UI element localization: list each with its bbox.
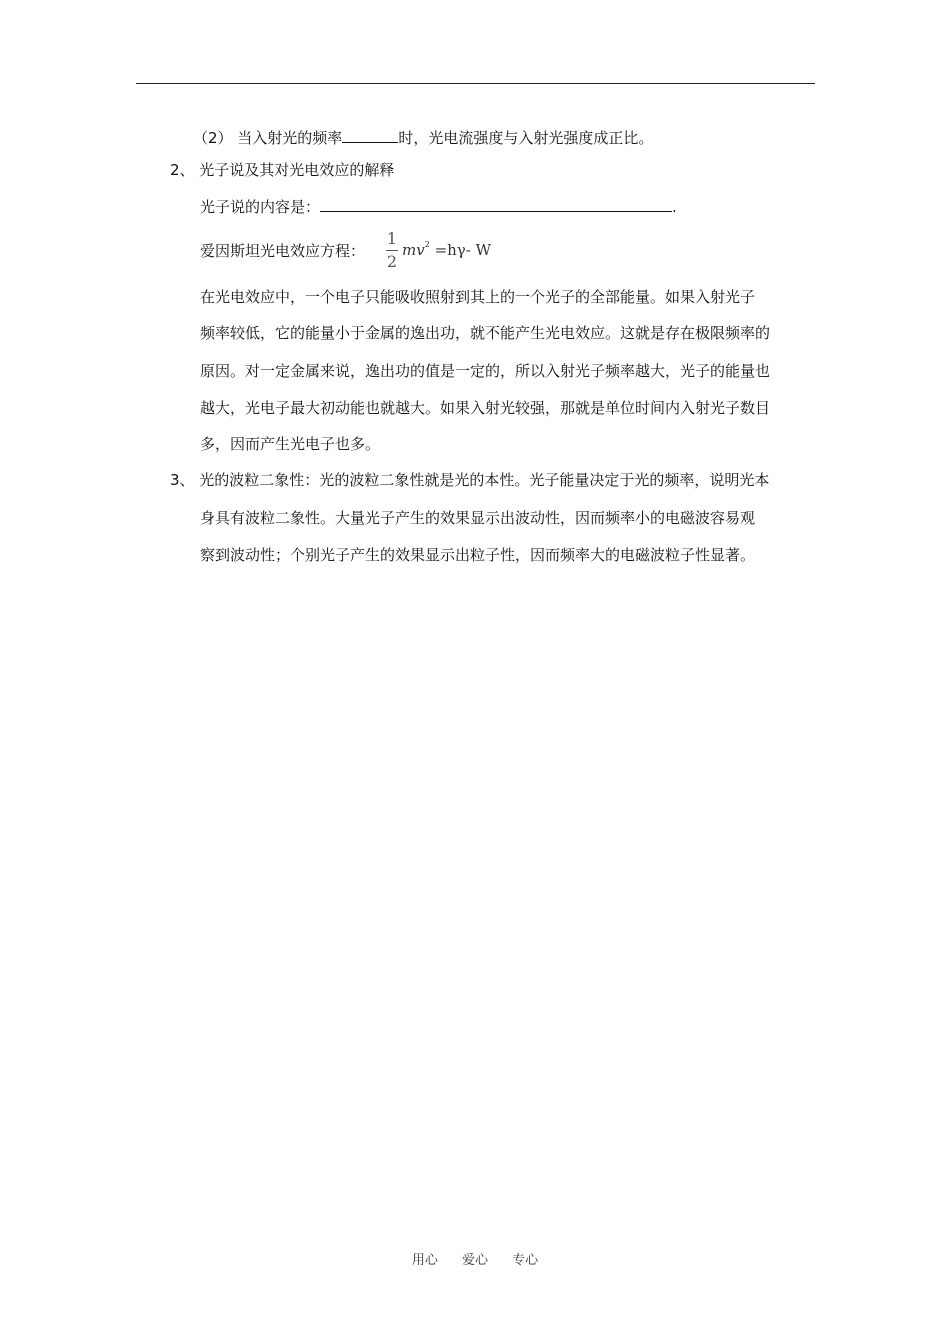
fraction-bar <box>386 250 398 251</box>
footer-text: 爱心 <box>461 1253 488 1268</box>
equation-expression <box>402 240 491 259</box>
item2-sub2-line <box>193 126 653 148</box>
item2-heading: 2、 光子说及其对光电效应的解释 <box>170 161 395 179</box>
half-fraction <box>386 230 398 271</box>
photon-theory-suffix: . <box>672 198 677 216</box>
item3-line: 身具有波粒二象性。大量光子产生的效果显示出波动性，因而频率小的电磁波容易观 <box>200 509 756 527</box>
footer-text: 专心 <box>512 1253 539 1268</box>
photon-theory-blank <box>320 195 672 212</box>
photon-theory-line <box>200 195 677 217</box>
page-footer <box>0 1249 950 1268</box>
kinetic-term: mv <box>402 241 425 259</box>
equation-rhs: =hγ- W <box>434 241 492 259</box>
fraction-numerator: 1 <box>386 229 398 248</box>
paragraph-line: 在光电效应中，一个电子只能吸收照射到其上的一个光子的全部能量。如果入射光子 <box>200 288 756 306</box>
einstein-label: 爱因斯坦光电效应方程： <box>200 242 366 260</box>
paragraph-line: 原因。对一定金属来说，逸出功的值是一定的，所以入射光子频率越大，光子的能量也 <box>200 362 771 380</box>
fraction-denominator: 2 <box>386 252 398 271</box>
item3-line: 察到波动性；个别光子产生的效果显示出粒子性，因而频率大的电磁波粒子性显著。 <box>200 546 756 564</box>
footer-text: 用心 <box>411 1253 438 1268</box>
item2-sub2-suffix: 时，光电流强度与入射光强度成正比。 <box>398 129 654 147</box>
item2-sub2-prefix: （2） 当入射光的频率 <box>193 129 343 147</box>
paragraph-line: 多，因而产生光电子也多。 <box>200 435 381 453</box>
frequency-blank <box>342 126 398 143</box>
paragraph-line: 越大，光电子最大初动能也就越大。如果入射光较强，那就是单位时间内入射光子数目 <box>200 399 771 417</box>
item3-line: 3、 光的波粒二象性：光的波粒二象性就是光的本性。光子能量决定于光的频率，说明光本 <box>170 471 770 489</box>
squared-exponent: 2 <box>424 240 430 249</box>
header-rule <box>136 83 815 84</box>
paragraph-line: 频率较低，它的能量小于金属的逸出功，就不能产生光电效应。这就是存在极限频率的 <box>200 324 771 342</box>
photon-theory-prefix: 光子说的内容是： <box>200 198 321 216</box>
